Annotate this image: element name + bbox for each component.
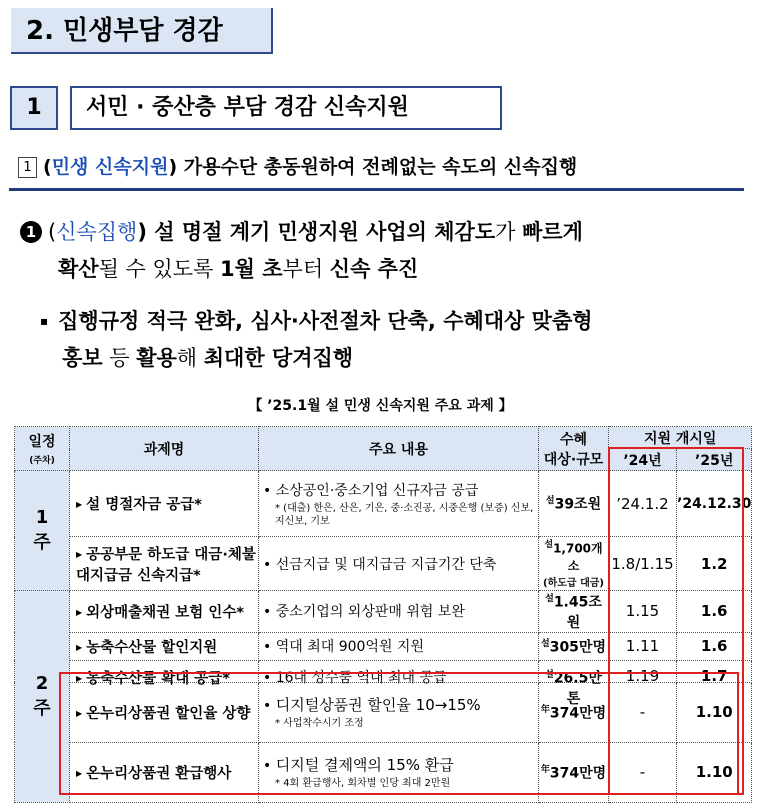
paren: (	[43, 156, 52, 178]
task-content: • 소상공인·중소기업 신규자금 공급 * (대출) 한은, 산은, 기은, 중·소진공, 시중은행 (보증) 신보, 지신보, 기보	[259, 471, 539, 537]
task-scale: $^설$305만명	[539, 632, 609, 660]
circled-number-icon: 1	[20, 221, 42, 243]
task-y24: 1.11	[609, 632, 677, 660]
task-scale: $^설$1,700개소 (하도급 대금)	[539, 537, 609, 591]
task-scale: $^설$1.45조원	[539, 591, 609, 633]
header-name: 과제명	[70, 427, 259, 471]
task-name: ▶ 농축수산물 확대 공급*	[70, 660, 259, 682]
task-y24: -	[609, 742, 677, 802]
sub-paragraph	[40, 303, 593, 377]
item-keyword: 민생 신속지원	[51, 156, 169, 178]
task-scale: $^설$39조원	[539, 471, 609, 537]
task-y25: 1.7	[677, 660, 752, 682]
section-title: 2. 민생부담 경감	[11, 8, 273, 54]
bullet-text: 될 수 있도록	[98, 257, 221, 281]
task-scale: $^설$26.5만톤	[539, 660, 609, 682]
item-heading	[18, 152, 577, 179]
task-y25: 1.6	[677, 632, 752, 660]
task-name: ▶ 온누리상품권 할인율 상향	[70, 682, 259, 742]
week-cell-2: 2 주	[15, 591, 70, 803]
bullet-text: ) 설 명절 계기 민생지원 사업의 체감도	[137, 220, 496, 244]
task-name: ▶ 외상매출채권 보험 인수*	[70, 591, 259, 633]
bullet-keyword: 신속집행	[56, 220, 138, 244]
table-title: 【 ’25.1월 설 민생 신속지원 주요 과제 】	[248, 398, 513, 414]
header-content: 주요 내용	[259, 427, 539, 471]
header-week: 일정 (주차)	[15, 427, 70, 471]
sub-text: 활용	[136, 346, 177, 370]
task-scale: $^年$374만명	[539, 682, 609, 742]
task-content: • 디지털 결제액의 15% 환급 * 4회 환급행사, 회차별 인당 최대 2만원	[259, 742, 539, 802]
sub-text: 등	[102, 346, 137, 370]
header-start: 지원 개시일	[609, 427, 752, 449]
task-name: ▶ 공공부문 하도급 대금·체불 대지급금 신속지급*	[70, 537, 259, 591]
bullet-text: 신속 추진	[329, 257, 419, 281]
task-y25: 1.6	[677, 591, 752, 633]
sub-text: 홍보	[62, 346, 103, 370]
task-content: • 디지털상품권 할인율 10→15% * 사업착수시기 조정	[259, 682, 539, 742]
sub-text: 해	[176, 346, 204, 370]
header-y25: ’25년	[677, 449, 752, 471]
subsection-number: 1	[10, 86, 58, 130]
task-content: • 선금지급 및 대지급금 지급기간 단축	[259, 537, 539, 591]
task-y24: 1.19	[609, 660, 677, 682]
highlight-onnuri-box	[59, 672, 739, 795]
task-name: ▶ 농축수산물 할인지원	[70, 632, 259, 660]
task-y25: 1.10	[677, 742, 752, 802]
sub-text: 집행규정 적극 완화, 심사·사전절차 단축, 수혜대상 맞춤형	[58, 309, 593, 333]
bullet-text: 빠르게	[522, 220, 583, 244]
square-bullet-icon: ▪	[40, 314, 49, 328]
task-content: • 중소기업의 외상판매 위험 보완	[259, 591, 539, 633]
bullet-paragraph	[20, 214, 583, 288]
item-number-box: 1	[18, 157, 37, 178]
heading-underline	[9, 188, 744, 191]
task-y24: 1.8/1.15	[609, 537, 677, 591]
task-name: ▶ 온누리상품권 환급행사	[70, 742, 259, 802]
task-y25: 1.2	[677, 537, 752, 591]
bullet-text: 가	[495, 220, 523, 244]
task-content: • 역대 최대 900억원 지원	[259, 632, 539, 660]
week-cell-1: 1 주	[15, 471, 70, 591]
sub-text: 최대한 당겨집행	[203, 346, 354, 370]
subsection-title: 서민 · 중산층 부담 경감 신속지원	[70, 86, 502, 130]
item-text: ) 가용수단 총동원하여 전례없는 속도의 신속집행	[168, 156, 578, 178]
paren: (	[48, 220, 57, 244]
task-content: • 16대 성수품 역대 최대 공급	[259, 660, 539, 682]
task-y24: -	[609, 682, 677, 742]
header-scale: 수혜 대상·규모	[539, 427, 609, 471]
header-y24: ’24년	[609, 449, 677, 471]
bullet-text: 1월 초	[220, 257, 283, 281]
task-y25: ’24.12.30	[677, 471, 752, 537]
bullet-text: 확산	[58, 257, 99, 281]
task-y24: 1.15	[609, 591, 677, 633]
task-y24: ’24.1.2	[609, 471, 677, 537]
bullet-text: 부터	[282, 257, 330, 281]
task-scale: $^年$374만명	[539, 742, 609, 802]
task-name: ▶ 설 명절자금 공급*	[70, 471, 259, 537]
task-y25: 1.10	[677, 682, 752, 742]
